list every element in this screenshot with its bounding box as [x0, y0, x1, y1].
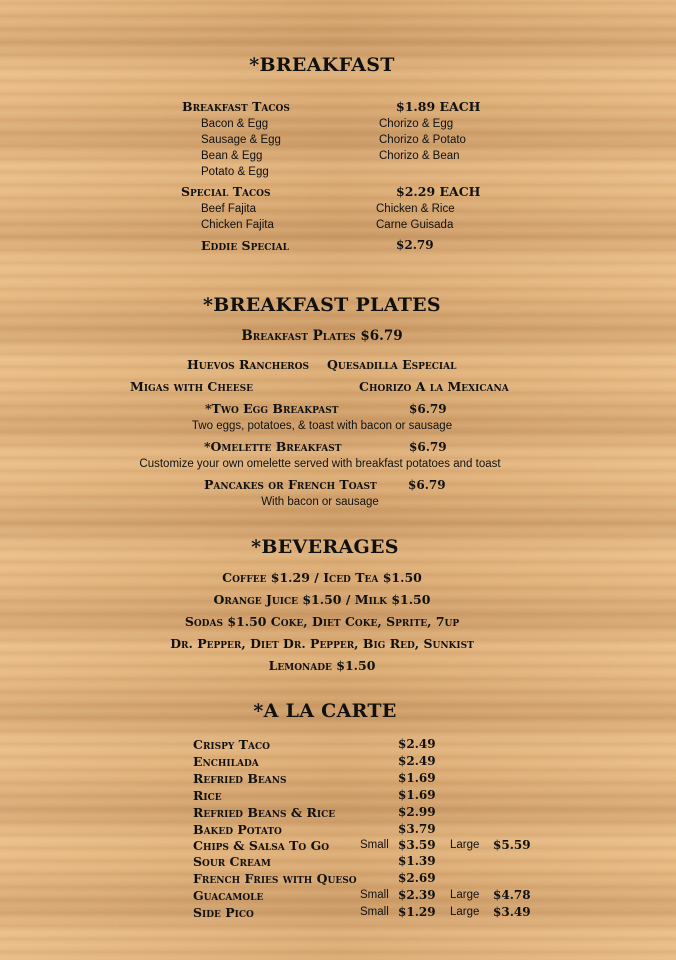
pancakes-label: Pancakes or French Toast: [204, 477, 377, 492]
alacarte-item-name: French Fries with Queso: [193, 871, 357, 886]
omelette-label: *Omelette Breakfast: [204, 439, 342, 454]
alacarte-item-price: $2.69: [398, 871, 436, 885]
quesadilla-especial: Quesadilla Especial: [327, 357, 457, 372]
beverages-title: *BEVERAGES: [251, 536, 399, 558]
beverage-line: Coffee $1.29 / Iced Tea $1.50: [222, 570, 422, 585]
beverage-line: Orange Juice $1.50 / Milk $1.50: [213, 592, 431, 607]
taco-option: Sausage & Egg: [201, 134, 281, 146]
taco-option: Chorizo & Egg: [379, 118, 454, 130]
special-taco-option: Chicken & Rice: [376, 203, 455, 215]
pancakes-price: $6.79: [408, 478, 446, 492]
taco-option: Bacon & Egg: [201, 118, 269, 130]
taco-option: Bean & Egg: [201, 150, 263, 162]
special-tacos-label: Special Tacos: [181, 184, 271, 199]
alacarte-item-price: $3.59: [398, 838, 436, 852]
size-small-label: Small: [360, 839, 389, 851]
alacarte-item-large-price: $5.59: [493, 838, 531, 852]
beverage-line: Dr. Pepper, Diet Dr. Pepper, Big Red, Sunkist: [170, 636, 474, 651]
alacarte-item-name: Sour Cream: [193, 854, 271, 869]
taco-option: Potato & Egg: [201, 166, 269, 178]
pancakes-desc: With bacon or sausage: [261, 496, 379, 508]
alacarte-item-name: Baked Potato: [193, 822, 282, 837]
alacarte-item-price: $2.49: [398, 754, 436, 768]
alacarte-item-price: $1.29: [398, 905, 436, 919]
alacarte-item-name: Crispy Taco: [193, 737, 270, 752]
chorizo-a-la-mexicana: Chorizo A la Mexicana: [359, 379, 509, 394]
breakfast-tacos-price: $1.89 EACH: [396, 99, 481, 114]
omelette-price: $6.79: [409, 440, 447, 454]
eddie-special-label: Eddie Special: [201, 238, 289, 253]
special-taco-option: Beef Fajita: [201, 203, 256, 215]
beverage-line: Lemonade $1.50: [268, 658, 376, 673]
special-taco-option: Carne Guisada: [376, 219, 454, 231]
alacarte-item-name: Enchilada: [193, 754, 259, 769]
taco-option: Chorizo & Bean: [379, 150, 460, 162]
huevos-rancheros: Huevos Rancheros: [187, 357, 309, 372]
size-large-label: Large: [450, 906, 480, 918]
alacarte-item-name: Chips & Salsa To Go: [193, 838, 330, 853]
plates-title: *BREAKFAST PLATES: [203, 294, 441, 316]
alacarte-item-price: $1.69: [398, 771, 436, 785]
eddie-special-price: $2.79: [396, 238, 434, 252]
two-egg-label: *Two Egg Breakpast: [205, 401, 339, 416]
alacarte-item-large-price: $3.49: [493, 905, 531, 919]
alacarte-item-name: Guacamole: [193, 888, 264, 903]
alacarte-item-price: $2.39: [398, 888, 436, 902]
size-large-label: Large: [450, 839, 480, 851]
alacarte-item-price: $1.39: [398, 854, 436, 868]
alacarte-item-price: $2.49: [398, 737, 436, 751]
alacarte-item-name: Side Pico: [193, 905, 254, 920]
alacarte-item-name: Refried Beans & Rice: [193, 805, 336, 820]
migas-with-cheese: Migas with Cheese: [130, 379, 253, 394]
alacarte-item-name: Refried Beans: [193, 771, 287, 786]
special-taco-option: Chicken Fajita: [201, 219, 274, 231]
size-large-label: Large: [450, 889, 480, 901]
beverage-line: Sodas $1.50 Coke, Diet Coke, Sprite, 7up: [184, 614, 460, 629]
breakfast-title: *BREAKFAST: [249, 54, 395, 76]
alacarte-item-name: Rice: [193, 788, 222, 803]
two-egg-price: $6.79: [409, 402, 447, 416]
alacarte-item-price: $3.79: [398, 822, 436, 836]
two-egg-desc: Two eggs, potatoes, & toast with bacon or sausage: [191, 420, 453, 432]
alacarte-title: *A LA CARTE: [253, 700, 397, 722]
omelette-desc: Customize your own omelette served with breakfast potatoes and toast: [139, 458, 501, 470]
size-small-label: Small: [360, 889, 389, 901]
special-tacos-price: $2.29 EACH: [396, 184, 481, 199]
size-small-label: Small: [360, 906, 389, 918]
breakfast-tacos-label: Breakfast Tacos: [182, 99, 290, 114]
alacarte-item-large-price: $4.78: [493, 888, 531, 902]
taco-option: Chorizo & Potato: [379, 134, 466, 146]
breakfast-plates-line: Breakfast Plates $6.79: [241, 328, 403, 344]
alacarte-item-price: $2.99: [398, 805, 436, 819]
alacarte-item-price: $1.69: [398, 788, 436, 802]
